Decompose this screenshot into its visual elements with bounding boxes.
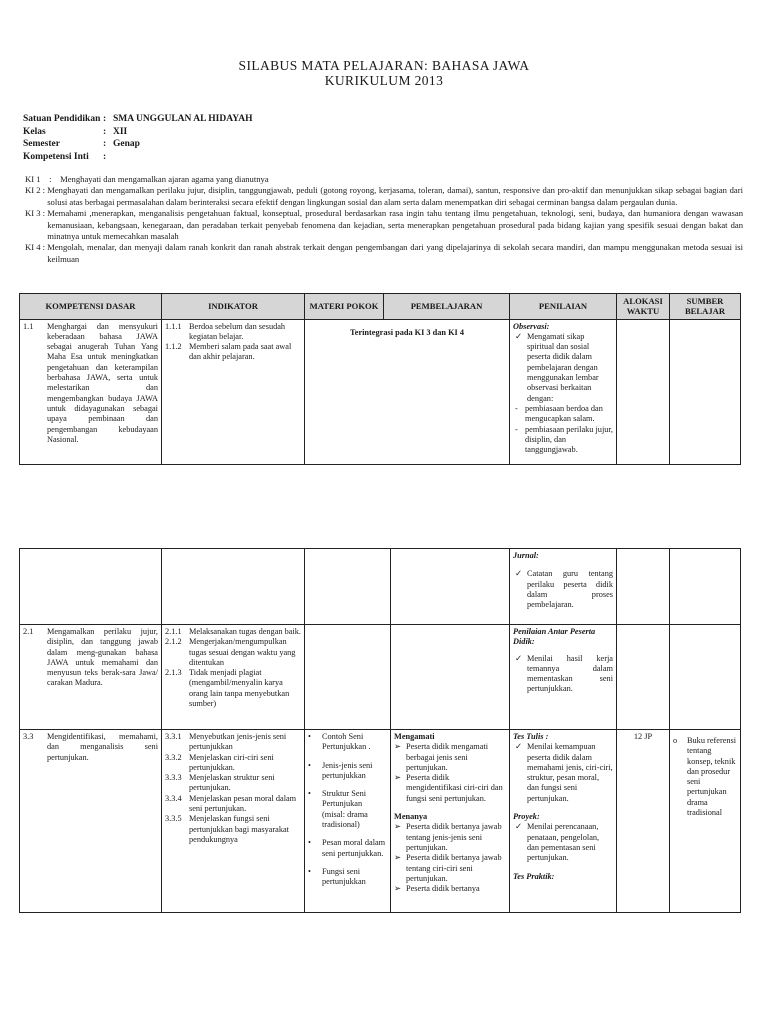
info-label: Kelas (23, 126, 46, 137)
table-header-row (20, 294, 741, 320)
ki-item-2 (25, 185, 743, 208)
indikator-cell (162, 625, 305, 730)
info-sep: : (103, 139, 107, 149)
ki-label: KI 1 : (25, 174, 61, 184)
penilaian-antar-heading: Penilaian Antar Peserta Didik: (513, 627, 596, 647)
info-value: XII (113, 126, 128, 137)
syllabus-table-1 (19, 293, 741, 465)
indikator-text: Berdoa sebelum dan sesudah kegiatan belajar. (189, 321, 286, 341)
ki-text: Menghayati dan mengamalkan ajaran agama yang dianutnya (60, 174, 269, 184)
sumber-text: Buku referensi tentang konsep, teknik dan prosedur seni pertunjukan drama tradisional (687, 736, 737, 818)
arrow-marker: ➢ (394, 773, 401, 783)
table-row (20, 730, 741, 913)
dash-marker: - (515, 403, 518, 413)
alokasi-cell (617, 549, 670, 625)
alokasi-cell (617, 730, 670, 913)
pembelajaran-item: Peserta didik bertanya jawab tentang ciri-ciri seni pertunjukan. (406, 853, 502, 883)
indikator-number: 3.3.1 (165, 732, 182, 741)
table-row (20, 625, 741, 730)
arrow-marker: ➢ (394, 853, 401, 863)
indikator-text: Menjelaskan ciri-ciri seni pertunjukkan. (189, 752, 274, 772)
pembelajaran-item: Peserta didik bertanya jawab tentang jenis-jenis seni pertunjukan. (406, 822, 502, 852)
penilaian-text: Mengamati sikap spiritual dan sosial peserta didik dalam pembelajaran dengan menggunakan lembar observasi berkaitan dengan: (527, 331, 599, 403)
penilaian-text: pembiasaan berdoa dan mengucapkan salam. (525, 403, 603, 424)
sumber-cell (670, 549, 741, 625)
indikator-number: 2.1.2 (165, 637, 182, 647)
pembelajaran-item: Peserta didik mengamati berbagai jenis seni pertunjukan. (406, 742, 489, 772)
check-icon: ✓ (515, 569, 522, 579)
check-icon: ✓ (515, 653, 522, 663)
mengamati-heading: Mengamati (394, 732, 435, 741)
kd-text: Mengamalkan perilaku jujur, disiplin, dan tanggung jawab dalam meng-gunakan bahasa JAWA untuk memahami dan menyusun teks berak-sara Jawa/ carakan Madura. (47, 627, 158, 688)
info-row-kelas (23, 127, 252, 140)
document-subtitle: KURIKULUM 2013 (324, 73, 444, 88)
indikator-text: Menjelaskan struktur seni pertunjukan. (189, 773, 275, 793)
terintegrasi-text: Terintegrasi pada KI 3 dan KI 4 (349, 327, 465, 337)
kd-number: 2.1 (23, 627, 34, 636)
kd-text: Mengidentifikasi, memahami, dan menganalisis seni pertunjukan. (47, 732, 158, 762)
ki-item-4 (25, 242, 743, 265)
check-icon: ✓ (515, 331, 522, 341)
indikator-number: 3.3.5 (165, 814, 182, 824)
table-row (20, 319, 741, 464)
sumber-cell (670, 625, 741, 730)
penilaian-text: Menilai hasil kerja temannya dalam mementaskan seni pertunjukkan. (527, 653, 613, 694)
info-label: Semester (23, 139, 60, 149)
kd-cell (20, 625, 162, 730)
syllabus-table-2 (19, 548, 741, 913)
info-value: SMA UNGGULAN AL HIDAYAH (113, 114, 253, 124)
arrow-marker: ➢ (394, 884, 401, 894)
observasi-heading: Observasi: (513, 321, 550, 331)
info-row-semester (23, 139, 252, 152)
materi-item: Pesan moral dalam seni pertunjukkan. (322, 838, 386, 858)
info-sep: : (103, 151, 107, 162)
indikator-number: 3.3.3 (165, 773, 182, 783)
bullet-marker: • (308, 838, 311, 848)
ki-item-3 (25, 208, 743, 242)
menanya-heading: Menanya (394, 812, 428, 822)
info-label: Kompetensi Inti (23, 151, 89, 162)
indikator-text: Mengerjakan/mengumpulkan tugas sesuai dengan waktu yang ditentukan (189, 637, 296, 667)
info-value: Genap (113, 139, 140, 149)
info-row-ki (23, 152, 252, 165)
pembelajaran-item: Peserta didik bertanya (406, 884, 480, 894)
header-alokasi: ALOKASI WAKTU (617, 294, 670, 320)
kd-cell (20, 319, 162, 464)
sumber-cell (670, 730, 741, 913)
bullet-marker: • (308, 760, 311, 770)
indikator-number: 1.1.1 (165, 321, 182, 331)
dash-marker: - (515, 424, 518, 434)
alokasi-cell (617, 625, 670, 730)
kd-cell (20, 730, 162, 913)
indikator-cell (162, 730, 305, 913)
kd-cell (20, 549, 162, 625)
arrow-marker: ➢ (394, 822, 401, 832)
identity-block (23, 114, 252, 164)
kd-text: Menghargai dan mensyukuri keberadaan bahasa JAWA sebagai anugerah Tuhan Yang Maha Esa untuk meningkatkan pengetahuan dan keterampilan berbahasa JAWA, serta untuk melestarikan dan mengembangkan budaya JAWA untuk didayagunakan sebagai upaya pembinaan dan pengembangan kebudayaan Nasional. (47, 321, 158, 444)
header-materi: MATERI POKOK (305, 294, 384, 320)
indikator-text: Menjelaskan fungsi seni pertunjukkan bagi masyarakat pendukungnya (189, 814, 289, 844)
materi-item: Struktur Seni Pertunjukan (misal: drama tradisional) (322, 789, 368, 830)
indikator-text: Menyebutkan jenis-jenis seni pertunjukkan (189, 732, 287, 752)
header-indikator: INDIKATOR (162, 294, 305, 320)
info-sep: : (103, 126, 107, 137)
table-row (20, 549, 741, 625)
check-icon: ✓ (515, 822, 522, 832)
materi-cell (305, 730, 391, 913)
ki-text: Mengolah, menalar, dan menyaji dalam ranah konkrit dan ranah abstrak terkait dengan pengembangan dari yang dipelajarinya di sekolah secara mandiri, dan mampu menggunakan metoda sesuai isi keilmuan (47, 242, 743, 264)
penilaian-cell (510, 625, 617, 730)
penilaian-text: pembiasaan perilaku jujur, disiplin, dan tanggungjawab. (525, 424, 613, 455)
ki-label: KI 3 : (25, 208, 48, 219)
ki-item-1 (25, 174, 743, 185)
indikator-text: Memberi salam pada saat awal dan akhir pelajaran. (189, 342, 292, 362)
circle-bullet-icon: o (673, 736, 678, 745)
pembelajaran-cell (391, 625, 510, 730)
alokasi-value: 12 JP (633, 732, 653, 741)
penilaian-cell (510, 730, 617, 913)
info-label: Satuan Pendidikan (23, 114, 101, 124)
sumber-cell (670, 319, 741, 464)
penilaian-cell (510, 319, 617, 464)
indikator-text: Tidak menjadi plagiat (mengambil/menyalin karya orang lain tanpa menyebutkan sumber) (189, 668, 290, 709)
kompetensi-inti-list (25, 174, 743, 265)
ki-label: KI 4 : (25, 242, 48, 253)
terintegrasi-cell (305, 319, 510, 464)
info-sep: : (103, 114, 107, 124)
check-icon: ✓ (515, 742, 522, 752)
pembelajaran-cell (391, 730, 510, 913)
arrow-marker: ➢ (394, 742, 401, 752)
alokasi-cell (617, 319, 670, 464)
ki-text: Menghayati dan mengamalkan perilaku jujur, disiplin, tanggungjawab, peduli (gotong royong, kerjasama, toleran, damai), santun, responsive dan pro-aktif dan menunjukkan sikap sebagai bagian dari solusi atas berbagai permasalahan dalam berinteraksi secara efektif dengan lingkungan sosial dan alam serta dalam menempatkan diri sebagai cerminan bangsa dalam pergaulan dunia. (47, 185, 743, 207)
header-kd: KOMPETENSI DASAR (20, 294, 162, 320)
pembelajaran-item: Peserta didik mengidentifikasi ciri-ciri dan fungsi seni pertunjukan. (406, 773, 503, 803)
bullet-marker: • (308, 732, 311, 741)
indikator-text: Menjelaskan pesan moral dalam seni pertunjukan. (189, 793, 297, 814)
penilaian-text: Menilai kemampuan peserta didik dalam memahami jenis, ciri-ciri, struktur, pesan moral, dan fungsi seni pertunjukan. (527, 742, 613, 803)
penilaian-text: Catatan guru tentang perilaku peserta didik dalam proses pembelajaran. (527, 569, 613, 610)
header-pembelajaran: PEMBELAJARAN (384, 294, 510, 320)
bullet-marker: • (308, 789, 311, 799)
indikator-number: 3.3.2 (165, 752, 182, 762)
info-row-satuan (23, 114, 252, 127)
kd-number: 1.1 (23, 321, 34, 331)
indikator-number: 3.3.4 (165, 793, 182, 803)
materi-item: Fungsi seni pertunjukkan (322, 866, 366, 887)
materi-cell (305, 549, 391, 625)
penilaian-text: Menilai perencanaan, penataan, pengelolan, dan pementasan seni pertunjukan. (527, 822, 600, 863)
indikator-text: Melaksanakan tugas dengan baik. (189, 627, 301, 636)
ki-label: KI 2 : (25, 185, 48, 196)
tes-praktik-heading: Tes Praktik: (513, 871, 555, 881)
materi-item: Jenis-jenis seni pertunjukkan (322, 760, 373, 780)
indikator-number: 2.1.3 (165, 668, 182, 678)
proyek-heading: Proyek: (513, 812, 540, 822)
jurnal-heading: Jurnal: (513, 551, 539, 560)
materi-item: Contoh Seni Pertunjukkan . (322, 732, 371, 752)
indikator-cell (162, 319, 305, 464)
tes-tulis-heading: Tes Tulis : (513, 732, 549, 741)
pembelajaran-cell (391, 549, 510, 625)
kd-number: 3.3 (23, 732, 34, 741)
document-title: SILABUS MATA PELAJARAN: BAHASA JAWA (238, 58, 530, 73)
indikator-number: 2.1.1 (165, 627, 182, 636)
indikator-cell (162, 549, 305, 625)
bullet-marker: • (308, 866, 311, 876)
indikator-number: 1.1.2 (165, 342, 182, 352)
materi-cell (305, 625, 391, 730)
header-sumber: SUMBER BELAJAR (670, 294, 741, 320)
penilaian-cell (510, 549, 617, 625)
ki-text: Memahami ,menerapkan, menganalisis pengetahuan faktual, konseptual, prosedural berdasarkan rasa ingin tahu tentang ilmu pengetahuan, teknologi, seni, budaya, dan humaniora dengan wawasan kemanusiaan, kebangsaan, kenegaraan, dan peradaban terkait penyebab fenomena dan kejadian, serta menerapkan pengetahuan prosedural pada bidang kajian yang spesifik sesuai dengan bakat dan minatnya untuk memecahkan masalah (47, 208, 743, 242)
header-penilaian: PENILAIAN (510, 294, 617, 320)
